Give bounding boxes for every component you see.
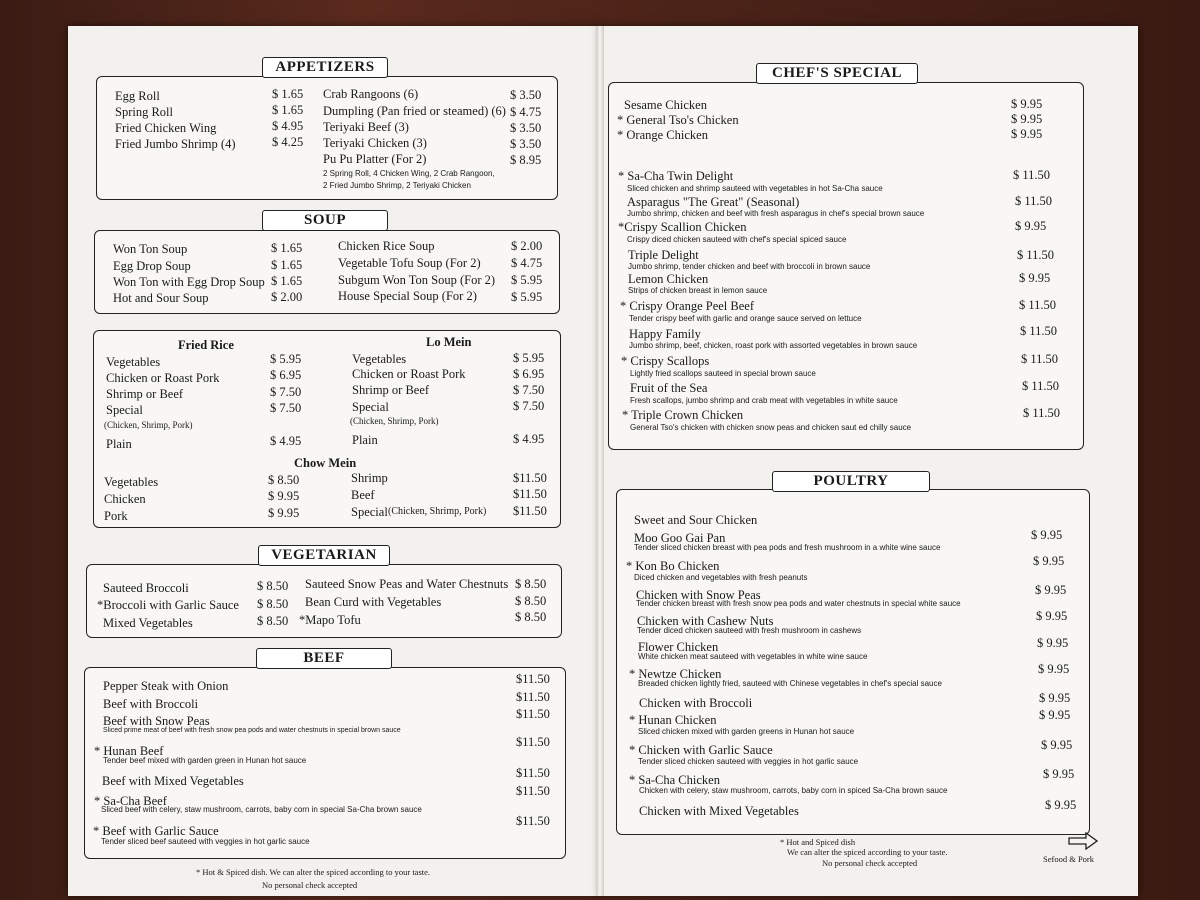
list-item-price: $ 4.95 [272, 119, 304, 133]
list-item-price: $11.50 [516, 735, 550, 749]
list-item-desc: Tender sliced chicken breast with pea pods and fresh mushroom in a white wine sauce [634, 543, 941, 552]
list-item-price: $ 1.65 [272, 87, 304, 101]
soup-title: SOUP [262, 210, 388, 231]
list-item-name: Beef with Snow Peas [103, 714, 210, 728]
list-item-price: $ 9.95 [1036, 609, 1068, 623]
list-item-name: Special [351, 505, 388, 519]
list-item-price: $ 8.50 [268, 473, 300, 487]
list-item-desc: Jumbo shrimp, chicken and beef with fresh asparagus in chef's special brown sauce [627, 209, 925, 218]
list-item-price: $ 1.65 [271, 241, 303, 255]
list-item-name: Sweet and Sour Chicken [634, 513, 758, 527]
list-item-name: * Orange Chicken [617, 128, 708, 142]
list-item-price: $ 2.00 [511, 239, 543, 253]
list-item-desc: Fresh scallops, jumbo shrimp and crab meat with vegetables in white sauce [630, 396, 898, 405]
list-item-name: Chicken with Snow Peas [636, 588, 761, 602]
list-item-name: Egg Drop Soup [113, 259, 191, 273]
list-item-desc: Breaded chicken lightly fried, sauteed with Chinese vegetables in chef's special sauce [638, 679, 942, 688]
right-footer-note: * Hot and Spiced dish [780, 837, 856, 847]
list-item-name: Chicken or Roast Pork [352, 367, 466, 381]
list-item-name: Fruit of the Sea [630, 381, 708, 395]
list-item-name: * Kon Bo Chicken [626, 559, 720, 573]
list-item-desc: Strips of chicken breast in lemon sauce [628, 286, 768, 295]
list-item-name: Special [106, 403, 143, 417]
list-item-price: $ 9.95 [1015, 219, 1047, 233]
list-item-name: * Beef with Garlic Sauce [93, 824, 219, 838]
list-item-name: Pu Pu Platter (For 2) [323, 152, 427, 166]
platter-description: 2 Fried Jumbo Shrimp, 2 Teriyaki Chicken [323, 181, 471, 190]
list-item-name: Asparagus "The Great" (Seasonal) [627, 195, 800, 209]
list-item-desc: Sliced chicken mixed with garden greens in Hunan hot sauce [638, 727, 855, 736]
list-item-price: $ 9.95 [1033, 554, 1065, 568]
list-item-name: Sauteed Snow Peas and Water Chestnuts [305, 577, 509, 591]
list-item-price: $ 9.95 [1041, 738, 1073, 752]
list-item-price: $ 4.75 [511, 256, 543, 270]
list-item-desc: Jumbo shrimp, beef, chicken, roast pork with assorted vegetables in brown sauce [629, 341, 918, 350]
left-footer-check-note: No personal check accepted [262, 880, 358, 890]
next-page-label: Sefood & Pork [1043, 854, 1094, 864]
list-item-price: $ 7.50 [270, 401, 302, 415]
list-item-name: Pork [104, 509, 128, 523]
list-item-name: Lemon Chicken [628, 272, 709, 286]
list-item-name: Beef [351, 488, 375, 502]
list-item-name: *Broccoli with Garlic Sauce [97, 598, 239, 612]
list-item-price: $ 8.50 [515, 577, 547, 591]
list-item-name: Vegetables [352, 352, 407, 366]
list-item-price: $ 8.50 [515, 610, 547, 624]
poultry-title: POULTRY [772, 471, 930, 492]
list-item-name: * Hunan Beef [94, 744, 164, 758]
list-item-name: Happy Family [629, 327, 701, 341]
list-item-price: $11.50 [516, 707, 550, 721]
chefs-special-title: CHEF'S SPECIAL [756, 63, 918, 84]
list-item-price: $ 5.95 [270, 352, 302, 366]
list-item-name: Fried Jumbo Shrimp (4) [115, 137, 236, 151]
menu-spine [596, 26, 604, 896]
fried-rice-title: Fried Rice [178, 338, 234, 352]
vegetarian-title: VEGETARIAN [258, 545, 390, 566]
list-item-name: Plain [352, 433, 378, 447]
list-item-price: $ 7.50 [270, 385, 302, 399]
list-item-price: $ 9.95 [1035, 583, 1067, 597]
list-item-name: Vegetables [104, 475, 159, 489]
list-item-price: $ 5.95 [511, 290, 543, 304]
list-item-price: $ 1.65 [272, 103, 304, 117]
list-item-name: Mixed Vegetables [103, 616, 193, 630]
list-item-name: Vegetable Tofu Soup (For 2) [338, 256, 481, 270]
list-item-price: $ 4.95 [270, 434, 302, 448]
list-item-desc: Sliced chicken and shrimp sauteed with vegetables in hot Sa-Cha sauce [627, 184, 883, 193]
list-item-price: $ 9.95 [1011, 112, 1043, 126]
list-item-price: $11.50 [513, 487, 547, 501]
list-item-price: $ 8.50 [257, 614, 289, 628]
list-item-name: Flower Chicken [638, 640, 719, 654]
list-item-price: $ 7.50 [513, 399, 545, 413]
lo-mein-title: Lo Mein [426, 335, 472, 349]
list-item-name: Bean Curd with Vegetables [305, 595, 442, 609]
list-item-name: Subgum Won Ton Soup (For 2) [338, 273, 496, 287]
list-item-price: $11.50 [513, 471, 547, 485]
special-note: (Chicken, Shrimp, Pork) [104, 420, 193, 430]
arrow-right-icon [1068, 832, 1098, 855]
list-item-price: $ 9.95 [1031, 528, 1063, 542]
list-item-price: $ 11.50 [1022, 379, 1060, 393]
list-item-name: *Mapo Tofu [299, 613, 361, 627]
special-note: (Chicken, Shrimp, Pork) [350, 416, 439, 426]
list-item-price: $ 9.95 [268, 489, 300, 503]
list-item-name: * Chicken with Garlic Sauce [629, 743, 773, 757]
list-item-name: Chicken Rice Soup [338, 239, 435, 253]
list-item-name: Fried Chicken Wing [115, 121, 217, 135]
list-item-name: Egg Roll [115, 89, 160, 103]
right-footer-check-note: No personal check accepted [822, 858, 918, 868]
list-item-price: $ 11.50 [1021, 352, 1059, 366]
list-item-name: * Triple Crown Chicken [622, 408, 744, 422]
list-item-price: $11.50 [516, 766, 550, 780]
list-item-name: Shrimp or Beef [106, 387, 184, 401]
list-item-price: $11.50 [516, 814, 550, 828]
beef-title: BEEF [256, 648, 392, 669]
list-item-name: * General Tso's Chicken [617, 113, 739, 127]
list-item-desc: General Tso's chicken with chicken snow peas and chicken saut ed chilly sauce [630, 423, 912, 432]
list-item-price: $ 11.50 [1013, 168, 1051, 182]
list-item-name: Chicken or Roast Pork [106, 371, 220, 385]
list-item-price: $ 8.50 [515, 594, 547, 608]
list-item-desc: Tender crispy beef with garlic and orange sauce served on lettuce [629, 314, 862, 323]
list-item-desc: Jumbo shrimp, tender chicken and beef with broccoli in brown sauce [628, 262, 871, 271]
list-item-name: Plain [106, 437, 132, 451]
list-item-name: * Sa-Cha Twin Delight [618, 169, 734, 183]
list-item-desc: Sliced beef with celery, staw mushroom, carrots, baby corn in special Sa-Cha brown sauce [101, 805, 422, 814]
list-item-name: Hot and Sour Soup [113, 291, 209, 305]
list-item-name: * Sa-Cha Beef [94, 794, 167, 808]
chow-mein-title: Chow Mein [294, 456, 357, 470]
list-item-desc: Chicken with celery, staw mushroom, carrots, baby corn in spiced Sa-Cha brown sauce [639, 786, 948, 795]
list-item-desc: Tender chicken breast with fresh snow pea pods and water chestnuts in special white sauce [636, 599, 961, 608]
list-item-desc: Diced chicken and vegetables with fresh peanuts [634, 573, 808, 582]
list-item-price: $11.50 [516, 690, 550, 704]
appetizers-title: APPETIZERS [262, 57, 388, 78]
list-item-name: Spring Roll [115, 105, 173, 119]
list-item-name: Sauteed Broccoli [103, 581, 189, 595]
list-item-name: Beef with Broccoli [103, 697, 199, 711]
list-item-desc: Sliced prime meat of beef with fresh snow pea pods and water chestnuts in special brown sauce [103, 727, 401, 734]
list-item-name: Shrimp [351, 471, 388, 485]
special-note: (Chicken, Shrimp, Pork) [388, 506, 487, 517]
list-item-price: $ 5.95 [511, 273, 543, 287]
list-item-name: Special [352, 400, 389, 414]
list-item-desc: Tender diced chicken sauteed with fresh mushroom in cashews [637, 626, 862, 635]
list-item-price: $ 11.50 [1015, 194, 1053, 208]
list-item-name: Crab Rangoons (6) [323, 87, 419, 101]
list-item-price: $ 11.50 [1023, 406, 1061, 420]
list-item-name: Beef with Mixed Vegetables [102, 774, 244, 788]
list-item-price: $ 8.50 [257, 597, 289, 611]
list-item-price: $ 1.65 [271, 258, 303, 272]
left-footer-note: * Hot & Spiced dish. We can alter the spiced according to your taste. [196, 867, 431, 877]
list-item-name: * Crispy Orange Peel Beef [620, 299, 754, 313]
list-item-desc: Lightly fried scallops sauteed in special brown sauce [630, 369, 816, 378]
list-item-price: $ 9.95 [1037, 636, 1069, 650]
list-item-price: $11.50 [516, 784, 550, 798]
list-item-price: $ 9.95 [1043, 767, 1075, 781]
list-item-price: $11.50 [513, 504, 547, 518]
list-item-name: Chicken with Mixed Vegetables [639, 804, 799, 818]
list-item-name: Sesame Chicken [624, 98, 707, 112]
list-item-name: Shrimp or Beef [352, 383, 430, 397]
list-item-price: $ 6.95 [270, 368, 302, 382]
list-item-name: *Crispy Scallion Chicken [618, 220, 747, 234]
list-item-name: * Sa-Cha Chicken [629, 773, 720, 787]
platter-description: 2 Spring Roll, 4 Chicken Wing, 2 Crab Rangoon, [323, 169, 495, 178]
list-item-price: $ 9.95 [1011, 127, 1043, 141]
list-item-price: $ 9.95 [1019, 271, 1051, 285]
list-item-name: Chicken with Cashew Nuts [637, 614, 774, 628]
list-item-name: * Newtze Chicken [629, 667, 722, 681]
list-item-price: $ 3.50 [510, 88, 542, 102]
list-item-name: Chicken [104, 492, 146, 506]
list-item-name: Chicken with Broccoli [639, 696, 753, 710]
list-item-price: $ 8.95 [510, 153, 542, 167]
next-page-button[interactable] [1040, 832, 1110, 868]
list-item-name: Moo Goo Gai Pan [634, 531, 726, 545]
list-item-name: Won Ton Soup [113, 242, 188, 256]
list-item-name: Triple Delight [628, 248, 699, 262]
list-item-price: $11.50 [516, 672, 550, 686]
list-item-name: Dumpling (Pan fried or steamed) (6) [323, 104, 506, 118]
list-item-name: House Special Soup (For 2) [338, 289, 477, 303]
list-item-price: $ 1.65 [271, 274, 303, 288]
list-item-name: Teriyaki Beef (3) [323, 120, 409, 134]
right-footer-taste-note: We can alter the spiced according to your taste. [787, 847, 948, 857]
list-item-price: $ 3.50 [510, 121, 542, 135]
list-item-name: Pepper Steak with Onion [103, 679, 229, 693]
list-item-price: $ 3.50 [510, 137, 542, 151]
list-item-price: $ 11.50 [1017, 248, 1055, 262]
list-item-name: * Crispy Scallops [621, 354, 710, 368]
list-item-price: $ 5.95 [513, 351, 545, 365]
list-item-price: $ 9.95 [1011, 97, 1043, 111]
list-item-price: $ 6.95 [513, 367, 545, 381]
list-item-price: $ 7.50 [513, 383, 545, 397]
list-item-name: Teriyaki Chicken (3) [323, 136, 427, 150]
list-item-price: $ 9.95 [1045, 798, 1077, 812]
list-item-price: $ 9.95 [1039, 691, 1071, 705]
list-item-price: $ 9.95 [1038, 662, 1070, 676]
list-item-desc: Tender sliced chicken sauteed with veggies in hot garlic sauce [638, 757, 859, 766]
list-item-desc: Tender sliced beef sauteed with veggies in hot garlic sauce [101, 837, 310, 846]
list-item-name: * Hunan Chicken [629, 713, 717, 727]
list-item-price: $ 2.00 [271, 290, 303, 304]
list-item-price: $ 4.25 [272, 135, 304, 149]
list-item-price: $ 9.95 [268, 506, 300, 520]
list-item-price: $ 4.75 [510, 105, 542, 119]
list-item-desc: White chicken meat sauteed with vegetables in white wine sauce [638, 652, 868, 661]
list-item-price: $ 11.50 [1020, 324, 1058, 338]
list-item-price: $ 8.50 [257, 579, 289, 593]
list-item-desc: Crispy diced chicken sauteed with chef's special spiced sauce [627, 235, 847, 244]
list-item-name: Vegetables [106, 355, 161, 369]
list-item-desc: Tender beef mixed with garden green in Hunan hot sauce [103, 756, 307, 765]
list-item-price: $ 4.95 [513, 432, 545, 446]
list-item-price: $ 9.95 [1039, 708, 1071, 722]
list-item-name: Won Ton with Egg Drop Soup [113, 275, 265, 289]
list-item-price: $ 11.50 [1019, 298, 1057, 312]
